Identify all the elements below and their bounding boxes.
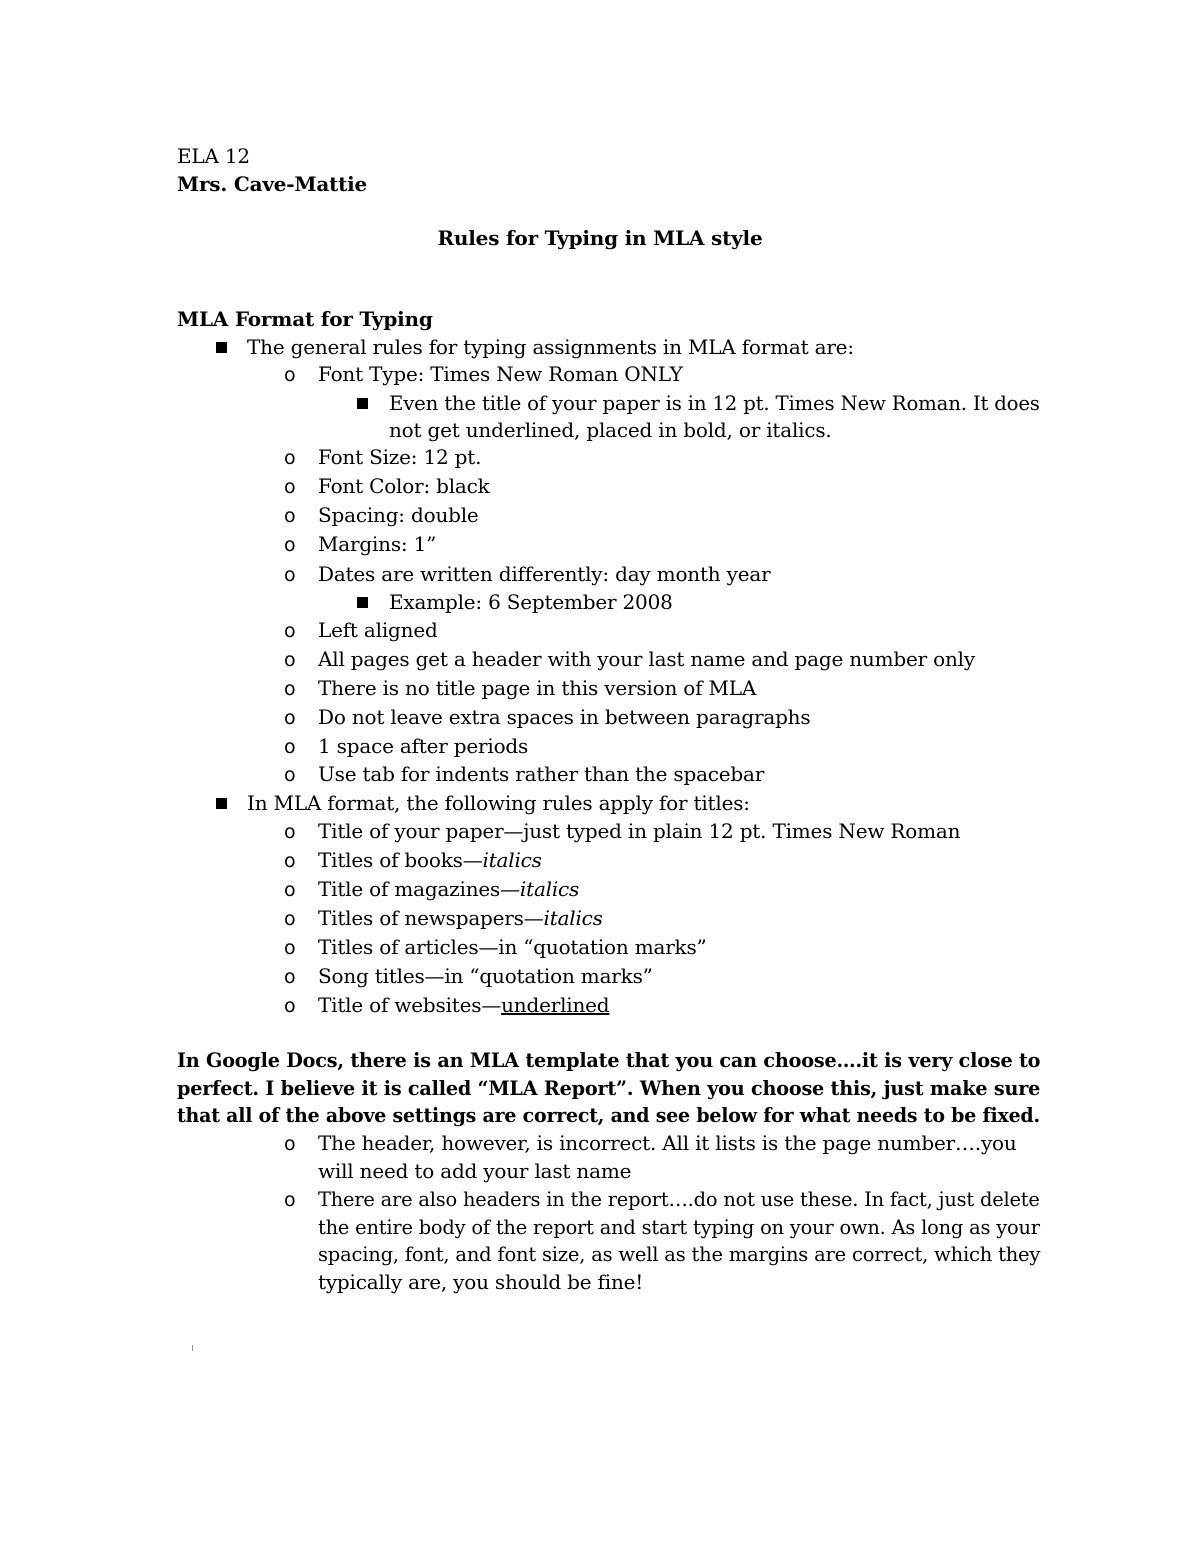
circle-bullet-icon: o bbox=[284, 534, 296, 556]
square-bullet-icon bbox=[357, 597, 368, 608]
circle-bullet-icon: o bbox=[284, 476, 296, 498]
list-item-websites bbox=[318, 991, 609, 1019]
list-item-books bbox=[318, 846, 542, 874]
circle-bullet-icon: o bbox=[284, 678, 296, 700]
google-docs-note-line-2: perfect. I believe it is called “MLA Report”. When you choose this, just make sure bbox=[177, 1076, 1041, 1100]
list-item-header-incorrect-cont: will need to add your last name bbox=[318, 1159, 632, 1183]
circle-bullet-icon: o bbox=[284, 995, 296, 1017]
google-docs-note-line-3: that all of the above settings are correct, and see below for what needs to be fixed. bbox=[177, 1103, 1040, 1127]
list-item-magazines bbox=[318, 875, 579, 903]
list-item-header-incorrect: The header, however, is incorrect. All it lists is the page number….you bbox=[318, 1131, 1017, 1155]
circle-bullet-icon: o bbox=[284, 649, 296, 671]
circle-bullet-icon: o bbox=[284, 364, 296, 386]
square-bullet-icon bbox=[357, 398, 368, 409]
list-item-font-color: Font Color: black bbox=[318, 474, 490, 498]
circle-bullet-icon: o bbox=[284, 620, 296, 642]
document-title: Rules for Typing in MLA style bbox=[437, 226, 763, 250]
list-item-font-type-note-cont: not get underlined, placed in bold, or italics. bbox=[389, 418, 832, 442]
circle-bullet-icon: o bbox=[284, 707, 296, 729]
circle-bullet-icon: o bbox=[284, 879, 296, 901]
teacher-name: Mrs. Cave-Mattie bbox=[177, 172, 368, 196]
stray-mark bbox=[192, 1345, 193, 1351]
square-bullet-icon bbox=[216, 342, 227, 353]
circle-bullet-icon: o bbox=[284, 447, 296, 469]
circle-bullet-icon: o bbox=[284, 850, 296, 872]
magazines-style: italics bbox=[519, 877, 580, 901]
list-item-header-rule: All pages get a header with your last name and page number only bbox=[318, 647, 975, 671]
circle-bullet-icon: o bbox=[284, 908, 296, 930]
google-docs-note-line-1: In Google Docs, there is an MLA template that you can choose….it is very close to bbox=[177, 1048, 1041, 1072]
circle-bullet-icon: o bbox=[284, 505, 296, 527]
circle-bullet-icon: o bbox=[284, 564, 296, 586]
list-item-report-headers-cont-3: typically are, you should be fine! bbox=[318, 1270, 644, 1294]
bullet-titles-rules: In MLA format, the following rules apply for titles: bbox=[247, 791, 750, 815]
list-item-no-title-page: There is no title page in this version of MLA bbox=[318, 676, 757, 700]
circle-bullet-icon: o bbox=[284, 1133, 296, 1155]
magazines-prefix: Title of magazines— bbox=[318, 877, 520, 901]
list-item-report-headers-cont-1: the entire body of the report and start typing on your own. As long as your bbox=[318, 1215, 1040, 1239]
books-prefix: Titles of books— bbox=[318, 848, 483, 872]
list-item-margins: Margins: 1” bbox=[318, 532, 437, 556]
list-item-dates-example: Example: 6 September 2008 bbox=[389, 590, 673, 614]
circle-bullet-icon: o bbox=[284, 1189, 296, 1211]
list-item-font-type-note: Even the title of your paper is in 12 pt. Times New Roman. It does bbox=[389, 391, 1040, 415]
list-item-tab-indents: Use tab for indents rather than the spacebar bbox=[318, 762, 765, 786]
circle-bullet-icon: o bbox=[284, 937, 296, 959]
websites-style: underlined bbox=[501, 993, 610, 1017]
circle-bullet-icon: o bbox=[284, 764, 296, 786]
websites-prefix: Title of websites— bbox=[318, 993, 502, 1017]
circle-bullet-icon: o bbox=[284, 966, 296, 988]
list-item-report-headers: There are also headers in the report….do not use these. In fact, just delete bbox=[318, 1187, 1040, 1211]
course-label: ELA 12 bbox=[177, 144, 250, 168]
list-item-report-headers-cont-2: spacing, font, and font size, as well as the margins are correct, which they bbox=[318, 1242, 1041, 1266]
list-item-font-size: Font Size: 12 pt. bbox=[318, 445, 482, 469]
list-item-dates: Dates are written differently: day month year bbox=[318, 562, 771, 586]
list-item-paper-title: Title of your paper—just typed in plain 12 pt. Times New Roman bbox=[318, 819, 961, 843]
section-heading: MLA Format for Typing bbox=[177, 307, 433, 331]
books-style: italics bbox=[482, 848, 542, 872]
newspapers-style: italics bbox=[543, 906, 603, 930]
list-item-font-type: Font Type: Times New Roman ONLY bbox=[318, 362, 683, 386]
circle-bullet-icon: o bbox=[284, 821, 296, 843]
list-item-songs: Song titles—in “quotation marks” bbox=[318, 964, 653, 988]
square-bullet-icon bbox=[216, 798, 227, 809]
list-item-articles: Titles of articles—in “quotation marks” bbox=[318, 935, 707, 959]
circle-bullet-icon: o bbox=[284, 736, 296, 758]
list-item-spacing: Spacing: double bbox=[318, 503, 479, 527]
list-item-left-aligned: Left aligned bbox=[318, 618, 438, 642]
newspapers-prefix: Titles of newspapers— bbox=[318, 906, 544, 930]
list-item-no-extra-spaces: Do not leave extra spaces in between paragraphs bbox=[318, 705, 811, 729]
bullet-general-rules: The general rules for typing assignments in MLA format are: bbox=[247, 335, 854, 359]
list-item-newspapers bbox=[318, 904, 603, 932]
list-item-one-space: 1 space after periods bbox=[318, 734, 529, 758]
